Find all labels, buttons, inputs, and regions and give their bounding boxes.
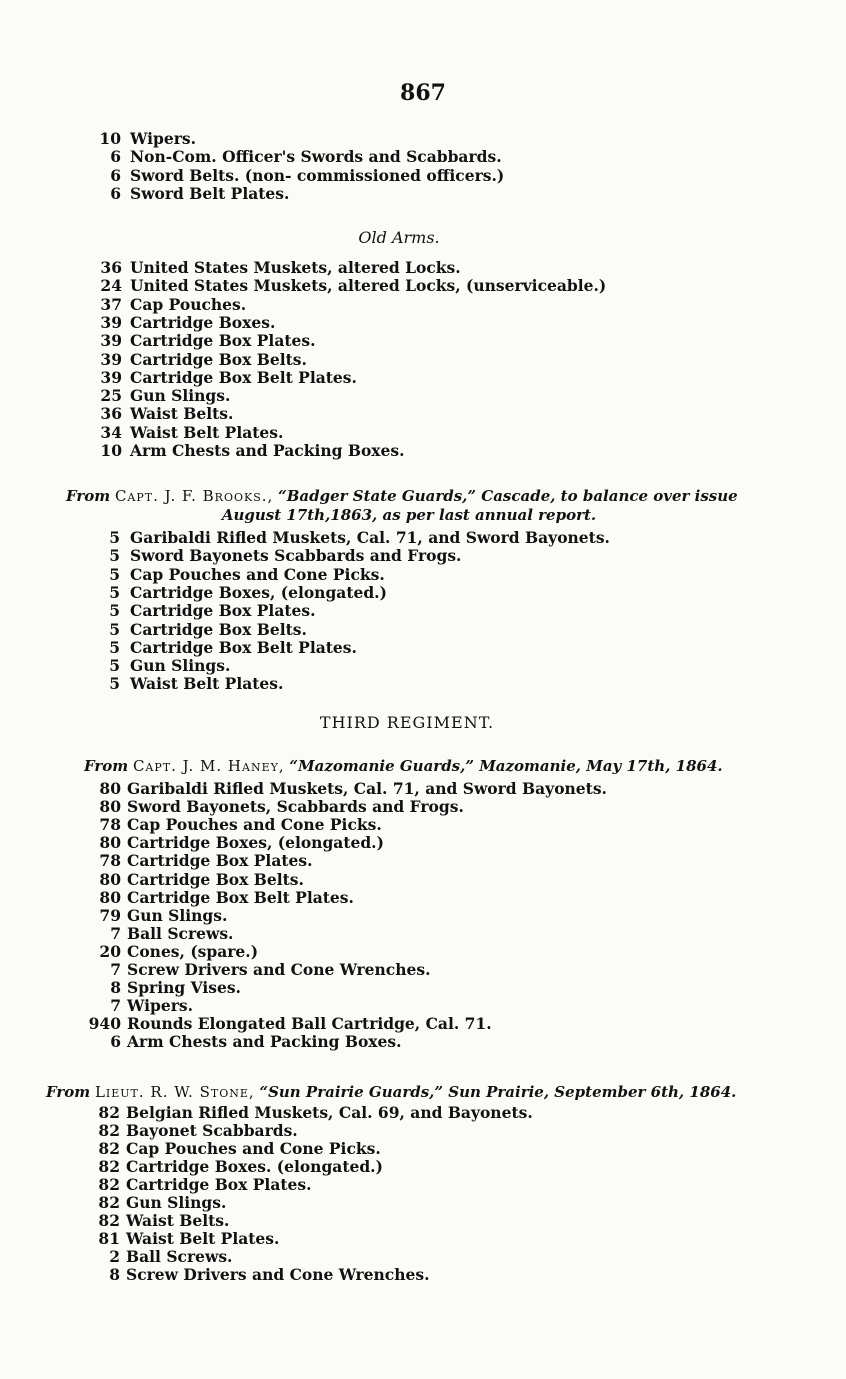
list-item xyxy=(0,259,846,277)
item-quantity: 25 xyxy=(100,386,122,406)
list-item xyxy=(0,1266,846,1284)
item-description: Cartridge Box Plates. xyxy=(130,601,316,621)
item-quantity: 82 xyxy=(98,1193,120,1212)
section-title: THIRD REGIMENT. xyxy=(319,713,495,732)
item-description: Spring Vises. xyxy=(127,978,241,998)
item-quantity: 7 xyxy=(110,960,121,979)
brooks-source-line xyxy=(66,487,738,505)
item-description: Cartridge Boxes, (elongated.) xyxy=(130,582,387,602)
item-quantity: 7 xyxy=(110,996,121,1016)
haney-source-line xyxy=(84,757,723,775)
list-item xyxy=(0,424,846,442)
item-quantity: 20 xyxy=(99,941,121,961)
item-quantity: 6 xyxy=(110,165,121,185)
list-item xyxy=(0,547,846,565)
item-quantity: 940 xyxy=(88,1014,121,1034)
page-number: 867 xyxy=(400,80,446,106)
item-description: Screw Drivers and Cone Wrenches. xyxy=(126,1265,430,1284)
item-description: Arm Chests and Packing Boxes. xyxy=(127,1032,402,1052)
list-item xyxy=(0,1158,846,1176)
list-item xyxy=(0,925,846,943)
item-description: Waist Belts. xyxy=(126,1211,230,1230)
from-label: From xyxy=(46,1083,91,1101)
item-quantity: 80 xyxy=(99,833,121,853)
stone-source-line xyxy=(46,1083,736,1101)
officer-name: Capt. J. M. Haney, xyxy=(132,757,285,775)
item-description: Cartridge Box Plates. xyxy=(127,851,313,871)
list-item xyxy=(0,1230,846,1248)
item-description: Garibaldi Rifled Muskets, Cal. 71, and Sword Bayonets. xyxy=(130,528,610,547)
item-description: Gun Slings. xyxy=(130,386,231,406)
officer-name: Lieut. R. W. Stone, xyxy=(94,1083,255,1101)
item-description: Waist Belts. xyxy=(130,404,234,424)
item-description: Arm Chests and Packing Boxes. xyxy=(130,441,405,460)
list-item xyxy=(0,852,846,870)
item-quantity: 39 xyxy=(100,349,122,369)
list-item xyxy=(0,185,846,203)
item-description: Garibaldi Rifled Muskets, Cal. 71, and Sword Bayonets. xyxy=(127,779,607,798)
item-quantity: 6 xyxy=(110,1032,121,1052)
item-description: United States Muskets, altered Locks. xyxy=(130,258,461,277)
list-item xyxy=(0,148,846,166)
item-quantity: 82 xyxy=(98,1139,120,1158)
list-item xyxy=(0,584,846,602)
item-quantity: 39 xyxy=(100,367,122,387)
item-quantity: 82 xyxy=(98,1211,120,1230)
item-description: Rounds Elongated Ball Cartridge, Cal. 71. xyxy=(127,1014,492,1034)
item-quantity: 5 xyxy=(109,546,120,566)
list-item xyxy=(0,332,846,350)
list-item xyxy=(0,943,846,961)
item-description: Cap Pouches and Cone Picks. xyxy=(130,564,385,584)
item-description: Wipers. xyxy=(130,129,197,148)
item-quantity: 5 xyxy=(109,564,120,584)
list-item xyxy=(0,442,846,460)
list-item xyxy=(0,1033,846,1051)
item-description: Cartridge Box Belts. xyxy=(130,349,307,369)
list-item xyxy=(0,961,846,979)
list-item xyxy=(0,1015,846,1033)
item-quantity: 78 xyxy=(99,815,121,835)
list-item xyxy=(0,639,846,657)
list-item xyxy=(0,979,846,997)
item-description: Gun Slings. xyxy=(127,905,228,925)
company-place: “Sun Prairie Guards,” Sun Prairie, September 6th, 1864. xyxy=(259,1083,737,1101)
item-description: Cartridge Box Belts. xyxy=(127,869,304,889)
item-quantity: 10 xyxy=(99,129,121,148)
item-quantity: 5 xyxy=(109,637,120,657)
item-description: Cap Pouches. xyxy=(130,294,247,314)
item-quantity: 6 xyxy=(110,184,121,204)
list-item xyxy=(0,780,846,798)
item-description: Cap Pouches and Cone Picks. xyxy=(127,815,382,835)
item-description: Sword Bayonets Scabbards and Frogs. xyxy=(130,546,462,566)
item-description: Screw Drivers and Cone Wrenches. xyxy=(127,960,431,979)
item-quantity: 78 xyxy=(99,851,121,871)
officer-name: Capt. J. F. Brooks., xyxy=(114,487,274,505)
item-quantity: 82 xyxy=(98,1103,120,1122)
item-description: Cartridge Boxes, (elongated.) xyxy=(127,833,384,853)
list-item xyxy=(0,369,846,387)
item-quantity: 10 xyxy=(100,441,122,460)
from-label: From xyxy=(66,487,111,505)
item-quantity: 6 xyxy=(110,147,121,167)
list-item xyxy=(0,1212,846,1230)
list-item xyxy=(0,621,846,639)
item-description: Waist Belt Plates. xyxy=(130,422,284,442)
item-quantity: 80 xyxy=(99,779,121,798)
company-place: “Badger State Guards,” Cascade, to balance over issue xyxy=(278,487,738,505)
item-quantity: 79 xyxy=(99,905,121,925)
list-item xyxy=(0,798,846,816)
item-description: Cones, (spare.) xyxy=(127,941,259,961)
list-item xyxy=(0,566,846,584)
item-quantity: 36 xyxy=(100,404,122,424)
list-item xyxy=(0,816,846,834)
item-description: Sword Belt Plates. xyxy=(130,184,290,204)
item-description: Cartridge Box Plates. xyxy=(126,1175,312,1194)
item-description: Cap Pouches and Cone Picks. xyxy=(126,1139,381,1158)
list-item xyxy=(0,602,846,620)
list-item xyxy=(0,296,846,314)
item-description: United States Muskets, altered Locks, (unserviceable.) xyxy=(130,276,607,296)
item-quantity: 7 xyxy=(110,923,121,943)
item-quantity: 5 xyxy=(109,582,120,602)
item-quantity: 2 xyxy=(109,1247,120,1266)
item-quantity: 39 xyxy=(100,331,122,351)
list-item xyxy=(0,1104,846,1122)
item-description: Gun Slings. xyxy=(126,1193,227,1212)
list-item xyxy=(0,657,846,675)
item-quantity: 82 xyxy=(98,1175,120,1194)
list-item xyxy=(0,871,846,889)
list-item xyxy=(0,314,846,332)
list-item xyxy=(0,130,846,148)
item-quantity: 5 xyxy=(109,619,120,639)
item-quantity: 5 xyxy=(109,601,120,621)
list-item xyxy=(0,1176,846,1194)
list-item xyxy=(0,351,846,369)
item-quantity: 8 xyxy=(109,1265,120,1284)
item-quantity: 82 xyxy=(98,1121,120,1140)
list-item xyxy=(0,834,846,852)
item-description: Cartridge Box Belt Plates. xyxy=(130,637,357,657)
list-item xyxy=(0,675,846,693)
item-quantity: 80 xyxy=(99,887,121,907)
list-item xyxy=(0,1122,846,1140)
item-description: Cartridge Box Belt Plates. xyxy=(130,367,357,387)
item-quantity: 80 xyxy=(99,797,121,817)
item-quantity: 39 xyxy=(100,312,122,332)
item-quantity: 8 xyxy=(110,978,121,998)
list-item xyxy=(0,1194,846,1212)
list-item xyxy=(0,1248,846,1266)
item-quantity: 82 xyxy=(98,1157,120,1176)
item-description: Non-Com. Officer's Swords and Scabbards. xyxy=(130,147,502,167)
item-description: Waist Belt Plates. xyxy=(130,674,284,694)
item-description: Cartridge Boxes. (elongated.) xyxy=(126,1157,383,1176)
item-quantity: 34 xyxy=(100,422,122,442)
item-quantity: 81 xyxy=(98,1229,120,1248)
item-quantity: 37 xyxy=(100,294,122,314)
list-item xyxy=(0,387,846,405)
item-description: Ball Screws. xyxy=(127,923,234,943)
item-description: Cartridge Box Belts. xyxy=(130,619,307,639)
brooks-source-line-2: August 17th,1863, as per last annual report. xyxy=(221,506,597,524)
list-item xyxy=(0,889,846,907)
item-description: Wipers. xyxy=(127,996,194,1016)
item-description: Ball Screws. xyxy=(126,1247,233,1266)
list-item xyxy=(0,997,846,1015)
item-description: Gun Slings. xyxy=(130,656,231,676)
list-item xyxy=(0,167,846,185)
item-description: Cartridge Box Belt Plates. xyxy=(127,887,354,907)
item-quantity: 5 xyxy=(109,674,120,694)
item-description: Sword Belts. (non- commissioned officers.) xyxy=(130,165,505,185)
item-description: Waist Belt Plates. xyxy=(126,1229,280,1248)
item-description: Bayonet Scabbards. xyxy=(126,1121,298,1140)
item-quantity: 5 xyxy=(109,528,120,547)
item-description: Cartridge Boxes. xyxy=(130,312,276,332)
old-arms-heading: Old Arms. xyxy=(358,228,440,247)
list-item xyxy=(0,907,846,925)
item-quantity: 5 xyxy=(109,656,120,676)
item-quantity: 80 xyxy=(99,869,121,889)
item-quantity: 36 xyxy=(100,258,122,277)
company-place: “Mazomanie Guards,” Mazomanie, May 17th, 1864. xyxy=(289,757,723,775)
list-item xyxy=(0,277,846,295)
list-item xyxy=(0,529,846,547)
list-item xyxy=(0,405,846,423)
item-description: Sword Bayonets, Scabbards and Frogs. xyxy=(127,797,464,817)
list-item xyxy=(0,1140,846,1158)
item-description: Belgian Rifled Muskets, Cal. 69, and Bayonets. xyxy=(126,1103,533,1122)
item-description: Cartridge Box Plates. xyxy=(130,331,316,351)
from-label: From xyxy=(84,757,129,775)
item-quantity: 24 xyxy=(100,276,122,296)
